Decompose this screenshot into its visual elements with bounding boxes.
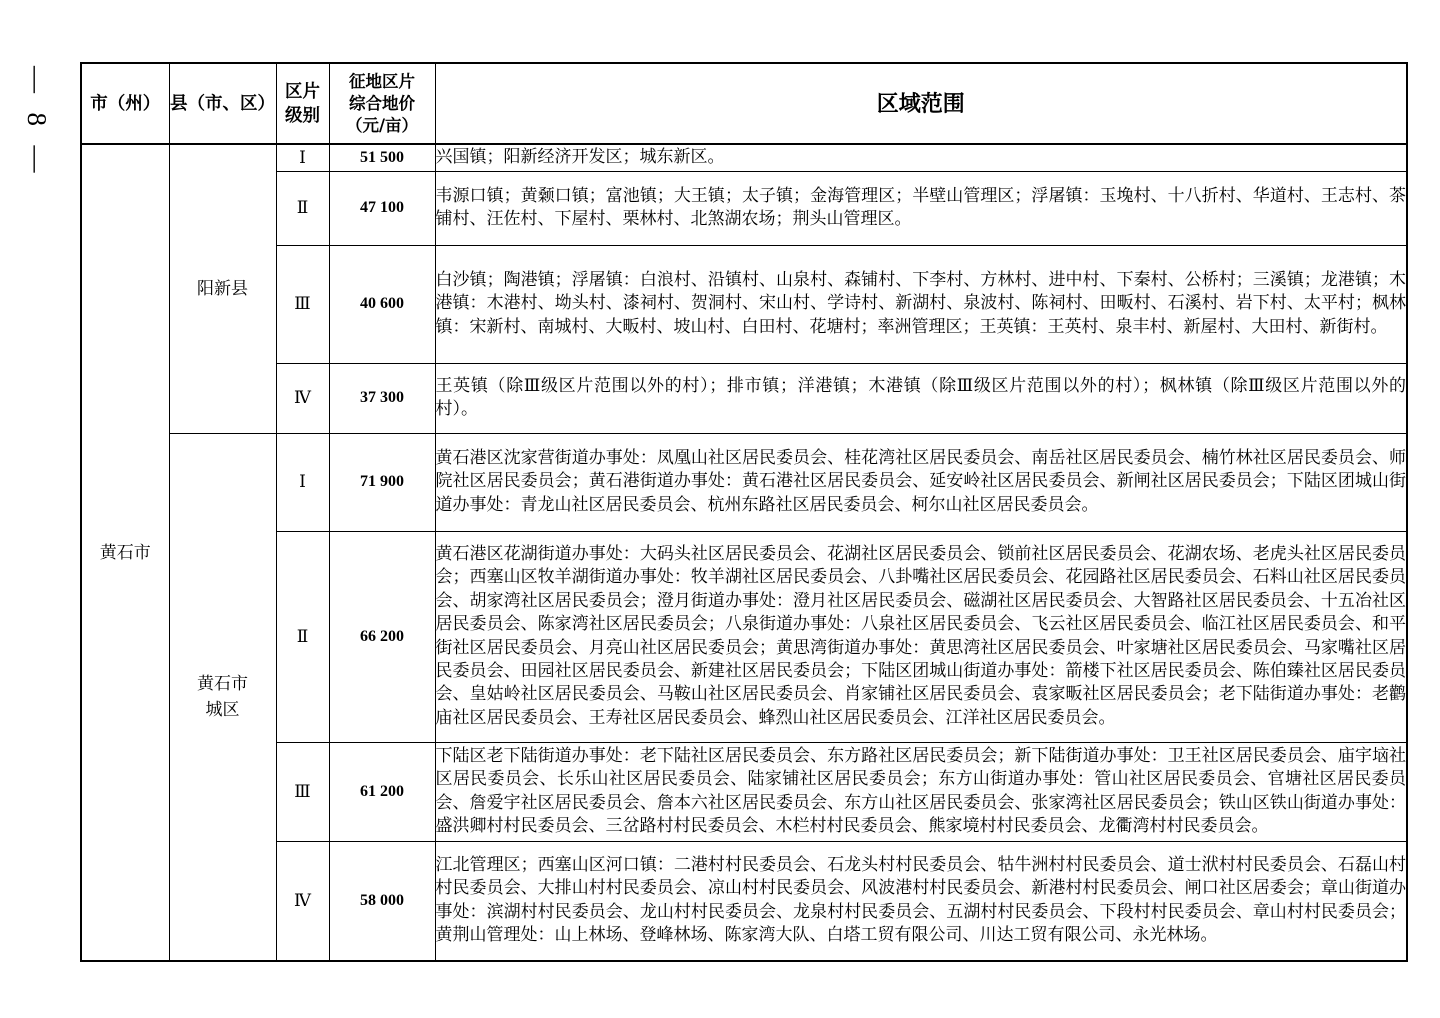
table-row [81, 171, 1407, 245]
county-cell: 黄石市 城区 [169, 433, 276, 961]
header-county: 县（市、区） [169, 63, 276, 144]
level-cell: Ⅱ [276, 171, 329, 245]
price-cell: 47 100 [329, 171, 435, 245]
price-cell: 51 500 [329, 144, 435, 171]
scope-cell: 王英镇（除Ⅲ级区片范围以外的村）；排市镇；洋港镇；木港镇（除Ⅲ级区片范围以外的村）；枫林镇（除Ⅲ级区片范围以外的村）。 [435, 363, 1407, 433]
header-city: 市（州） [81, 63, 169, 144]
table-row [81, 144, 1407, 171]
level-cell: Ⅰ [276, 144, 329, 171]
table-row [81, 433, 1407, 531]
price-cell: 37 300 [329, 363, 435, 433]
level-cell: Ⅰ [276, 433, 329, 531]
level-cell: Ⅳ [276, 841, 329, 961]
header-price: 征地区片 综合地价 （元/亩） [329, 63, 435, 144]
scope-cell: 韦源口镇；黄颡口镇；富池镇；大王镇；太子镇；金海管理区；半壁山管理区；浮屠镇：玉堍村、十八折村、华道村、王志村、茶铺村、汪佐村、下屋村、栗林村、北煞湖农场；荆头山管理区。 [435, 171, 1407, 245]
price-cell: 66 200 [329, 531, 435, 742]
level-cell: Ⅲ [276, 742, 329, 841]
level-cell: Ⅲ [276, 245, 329, 363]
scope-cell: 江北管理区；西塞山区河口镇：二港村村民委员会、石龙头村村民委员会、牯牛洲村村民委员会、道士洑村村民委员会、石磊山村村民委员会、大排山村村民委员会、凉山村村民委员会、风波港村村民委员会、新港村村民委员会、闸口社区居委会；章山街道办事处：滨湖村村民委员会、龙山村村民委员会、龙泉村村民委员会、五湖村村民委员会、下段村村民委员会、章山村村民委员会；黄荆山管理处：山上林场、登峰林场、陈家湾大队、白塔工贸有限公司、川达工贸有限公司、永光林场。 [435, 841, 1407, 961]
header-level: 区片 级别 [276, 63, 329, 144]
level-cell: Ⅱ [276, 531, 329, 742]
scope-cell: 白沙镇；陶港镇；浮屠镇：白浪村、沿镇村、山泉村、森铺村、下李村、方林村、进中村、下秦村、公桥村；三溪镇；龙港镇；木港镇：木港村、坳头村、漆祠村、贺洞村、宋山村、学诗村、新湖村、泉波村、陈祠村、田畈村、石溪村、岩下村、太平村；枫林镇：宋新村、南城村、大畈村、坡山村、白田村、花塘村；率洲管理区；王英镇：王英村、泉丰村、新屋村、大田村、新街村。 [435, 245, 1407, 363]
page-number: — 8 — [22, 66, 52, 175]
price-cell: 71 900 [329, 433, 435, 531]
header-scope: 区域范围 [435, 63, 1407, 144]
level-cell: Ⅳ [276, 363, 329, 433]
table-row [81, 531, 1407, 742]
scope-cell: 黄石港区花湖街道办事处：大码头社区居民委员会、花湖社区居民委员会、锁前社区居民委员会、花湖农场、老虎头社区居民委员会；西塞山区牧羊湖街道办事处：牧羊湖社区居民委员会、八卦嘴社区居民委员会、花园路社区居民委员会、石料山社区居民委员会、胡家湾社区居民委员会；澄月街道办事处：澄月社区居民委员会、磁湖社区居民委员会、大智路社区居民委员会、十五冶社区居民委员会、陈家湾社区居民委员会；八泉街道办事处：八泉社区居民委员会、飞云社区居民委员会、临江社区居民委员会、和平街社区居民委员会、月亮山社区居民委员会；黄思湾街道办事处：黄思湾社区居民委员会、叶家塘社区居民委员会、马家嘴社区居民委员会、田园社区居民委员会、新建社区居民委员会；下陆区团城山街道办事处：箭楼下社区居民委员会、陈伯臻社区居民委员会、皇姑岭社区居民委员会、马鞍山社区居民委员会、肖家铺社区居民委员会、袁家畈社区居民委员会；老下陆街道办事处：老鹳庙社区居民委员会、王寿社区居民委员会、蜂烈山社区居民委员会、江洋社区居民委员会。 [435, 531, 1407, 742]
table-row [81, 841, 1407, 961]
table-row [81, 742, 1407, 841]
city-cell: 黄石市 [81, 144, 169, 961]
table-row [81, 245, 1407, 363]
scope-cell: 兴国镇；阳新经济开发区；城东新区。 [435, 144, 1407, 171]
price-cell: 40 600 [329, 245, 435, 363]
price-cell: 58 000 [329, 841, 435, 961]
scope-cell: 下陆区老下陆街道办事处：老下陆社区居民委员会、东方路社区居民委员会；新下陆街道办事处：卫王社区居民委员会、庙宇垴社区居民委员会、长乐山社区居民委员会、陆家铺社区居民委员会；东方山街道办事处：管山社区居民委员会、官塘社区居民委员会、詹爱宇社区居民委员会、詹本六社区居民委员会、东方山社区居民委员会、张家湾社区居民委员会；铁山区铁山街道办事处：盛洪卿村村民委员会、三岔路村村民委员会、木栏村村民委员会、熊家境村村民委员会、龙衢湾村村民委员会。 [435, 742, 1407, 841]
scope-cell: 黄石港区沈家营街道办事处：凤凰山社区居民委员会、桂花湾社区居民委员会、南岳社区居民委员会、楠竹林社区居民委员会、师院社区居民委员会；黄石港街道办事处：黄石港社区居民委员会、延安岭社区居民委员会、新闸社区居民委员会；下陆区团城山街道办事处：青龙山社区居民委员会、杭州东路社区居民委员会、柯尔山社区居民委员会。 [435, 433, 1407, 531]
table-header-row [81, 63, 1407, 144]
county-cell: 阳新县 [169, 144, 276, 433]
land-price-table [80, 62, 1408, 962]
price-cell: 61 200 [329, 742, 435, 841]
table-row [81, 363, 1407, 433]
